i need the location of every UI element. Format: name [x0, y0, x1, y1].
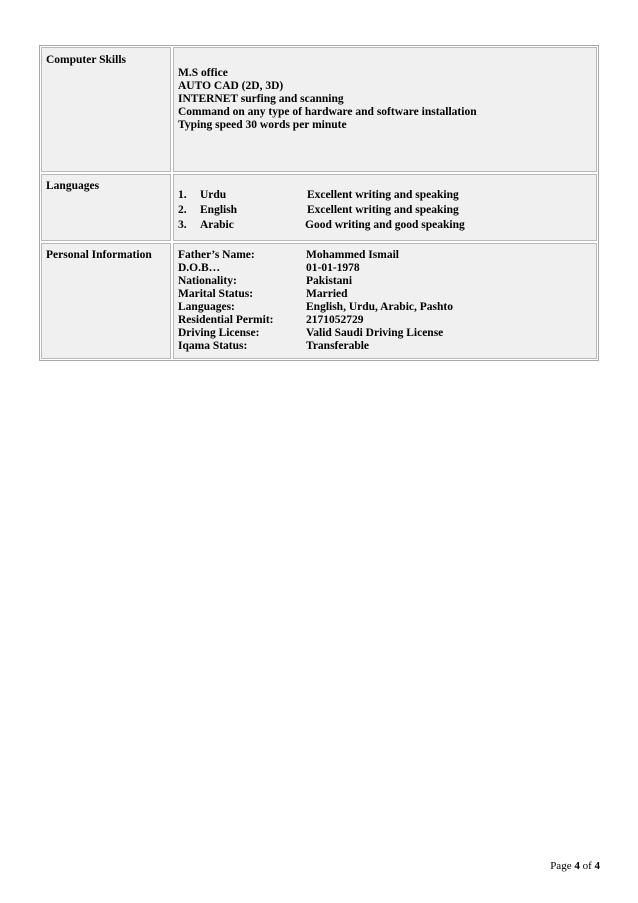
computer-skills-row: [41, 47, 597, 172]
info-key: Nationality:: [178, 275, 237, 287]
language-level: Excellent writing and speaking: [307, 189, 459, 201]
language-level: Good writing and good speaking: [305, 219, 465, 231]
current-page-number: 4: [574, 860, 580, 872]
language-item: [178, 203, 592, 218]
info-value: 2171052729: [306, 314, 364, 326]
languages-label: Languages: [41, 174, 171, 241]
info-value: Transferable: [306, 340, 370, 352]
language-item: [178, 218, 592, 233]
language-number: 1.: [178, 189, 187, 201]
info-key: Languages:: [178, 301, 235, 313]
language-name: Urdu: [200, 189, 227, 201]
skill-item: INTERNET surfing and scanning: [178, 93, 344, 105]
skill-item: Typing speed 30 words per minute: [178, 119, 347, 131]
languages-row: [41, 174, 597, 241]
language-number: 2.: [178, 204, 187, 216]
info-key: Driving License:: [178, 327, 260, 339]
languages-content: [173, 174, 597, 241]
info-item: [178, 275, 592, 288]
info-item: [178, 314, 592, 327]
info-value: Mohammed Ismail: [306, 249, 399, 261]
computer-skills-label: Computer Skills: [41, 47, 171, 172]
info-key: D.O.B…: [178, 262, 221, 274]
computer-skills-content: [173, 47, 597, 172]
page-footer: [550, 860, 600, 872]
info-item: [178, 288, 592, 301]
info-key: Marital Status:: [178, 288, 254, 300]
skill-item: AUTO CAD (2D, 3D): [178, 80, 284, 92]
language-name: English: [200, 204, 238, 216]
personal-information-row: [41, 243, 597, 359]
personal-information-content: [173, 243, 597, 359]
info-item: [178, 301, 592, 314]
skill-item: Command on any type of hardware and software installation: [178, 106, 477, 118]
skill-item: M.S office: [178, 67, 228, 79]
info-item: [178, 327, 592, 340]
info-value: Married: [306, 288, 348, 300]
cv-table: [39, 45, 599, 361]
language-number: 3.: [178, 219, 187, 231]
info-key: Father’s Name:: [178, 249, 255, 261]
personal-information-label: Personal Information: [41, 243, 171, 359]
info-item: [178, 340, 592, 353]
info-value: English, Urdu, Arabic, Pashto: [306, 301, 453, 313]
info-value: Valid Saudi Driving License: [306, 327, 444, 339]
info-value: 01-01-1978: [306, 262, 360, 274]
language-item: [178, 188, 592, 203]
info-item: [178, 262, 592, 275]
info-key: Iqama Status:: [178, 340, 248, 352]
info-key: Residential Permit:: [178, 314, 274, 326]
page-word: Page: [550, 860, 572, 872]
total-pages-number: 4: [594, 860, 600, 872]
info-value: Pakistani: [306, 275, 353, 287]
language-name: Arabic: [200, 219, 234, 231]
language-level: Excellent writing and speaking: [307, 204, 459, 216]
of-word: of: [582, 860, 592, 872]
info-item: [178, 249, 592, 262]
